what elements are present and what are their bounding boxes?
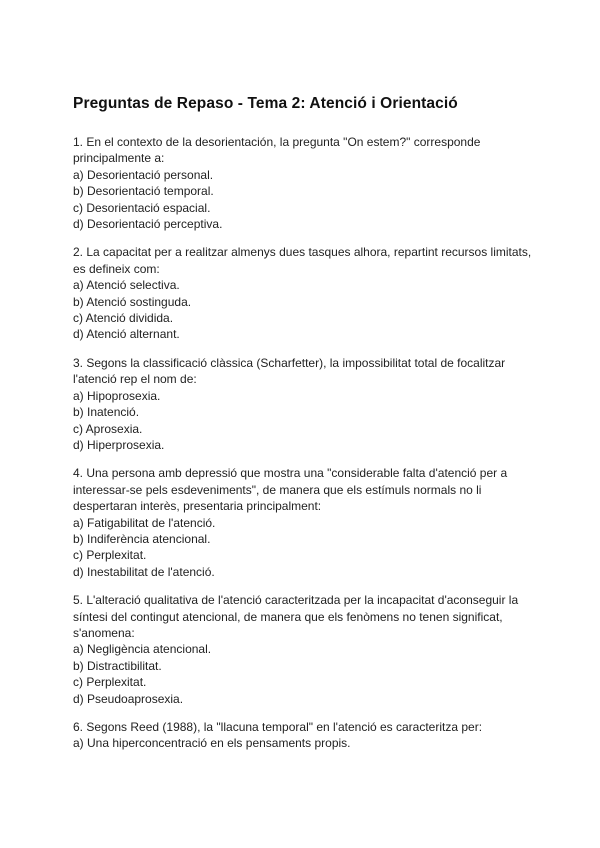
option-a: a) Desorientació personal. — [73, 167, 214, 182]
question-5 — [73, 592, 543, 707]
option-a: a) Atenció selectiva. — [73, 278, 180, 293]
question-4 — [73, 465, 543, 580]
option-c: c) Perplexitat. — [73, 675, 147, 690]
question-stem: 2. La capacitat per a realitzar almenys dues tasques alhora, repartint recursos limitats, es defineix com: — [73, 245, 532, 276]
option-c: c) Atenció dividida. — [73, 311, 174, 326]
option-a: a) Fatigabilitat de l'atenció. — [73, 515, 216, 530]
question-stem: 5. L'alteració qualitativa de l'atenció caracteritzada per la incapacitat d'aconseguir la síntesi del contingut atencional, de manera que els fenòmens no tenen significat, s'anomena: — [73, 593, 519, 640]
option-c: c) Perplexitat. — [73, 548, 147, 563]
option-c: c) Desorientació espacial. — [73, 200, 211, 215]
option-d: d) Hiperprosexia. — [73, 437, 165, 452]
question-3 — [73, 355, 543, 453]
option-b: b) Inatenció. — [73, 405, 140, 420]
option-d: d) Pseudoaprosexia. — [73, 691, 184, 706]
question-1 — [73, 134, 543, 232]
question-stem: 4. Una persona amb depressió que mostra una "considerable falta d'atenció per a interessar-se pels esdeveniments", de manera que els estímuls normals no li despertaran interès, presentaria principalment: — [73, 466, 508, 514]
option-b: b) Distractibilitat. — [73, 658, 162, 673]
option-a: a) Hipoprosexia. — [73, 388, 161, 403]
option-c: c) Aprosexia. — [73, 421, 143, 436]
option-d: d) Desorientació perceptiva. — [73, 217, 223, 232]
option-d: d) Inestabilitat de l'atenció. — [73, 564, 215, 579]
document-title: Preguntas de Repaso - Tema 2: Atenció i Orientació — [73, 95, 458, 112]
option-b: b) Desorientació temporal. — [73, 184, 214, 199]
question-list — [73, 134, 543, 764]
question-stem: 1. En el contexto de la desorientación, la pregunta "On estem?" corresponde principalmente a: — [73, 135, 481, 166]
question-stem: 3. Segons la classificació clàssica (Scharfetter), la impossibilitat total de focalitzar l'atenció rep el nom de: — [73, 355, 506, 387]
option-a: a) Negligència atencional. — [73, 642, 212, 657]
question-6 — [73, 719, 543, 752]
option-a: a) Una hiperconcentració en els pensaments propis. — [73, 736, 351, 751]
option-b: b) Atenció sostinguda. — [73, 294, 192, 309]
option-b: b) Indiferència atencional. — [73, 531, 211, 546]
question-2 — [73, 244, 543, 342]
question-stem: 6. Segons Reed (1988), la "llacuna temporal" en l'atenció es caracteritza per: — [73, 720, 483, 734]
option-d: d) Atenció alternant. — [73, 327, 180, 342]
